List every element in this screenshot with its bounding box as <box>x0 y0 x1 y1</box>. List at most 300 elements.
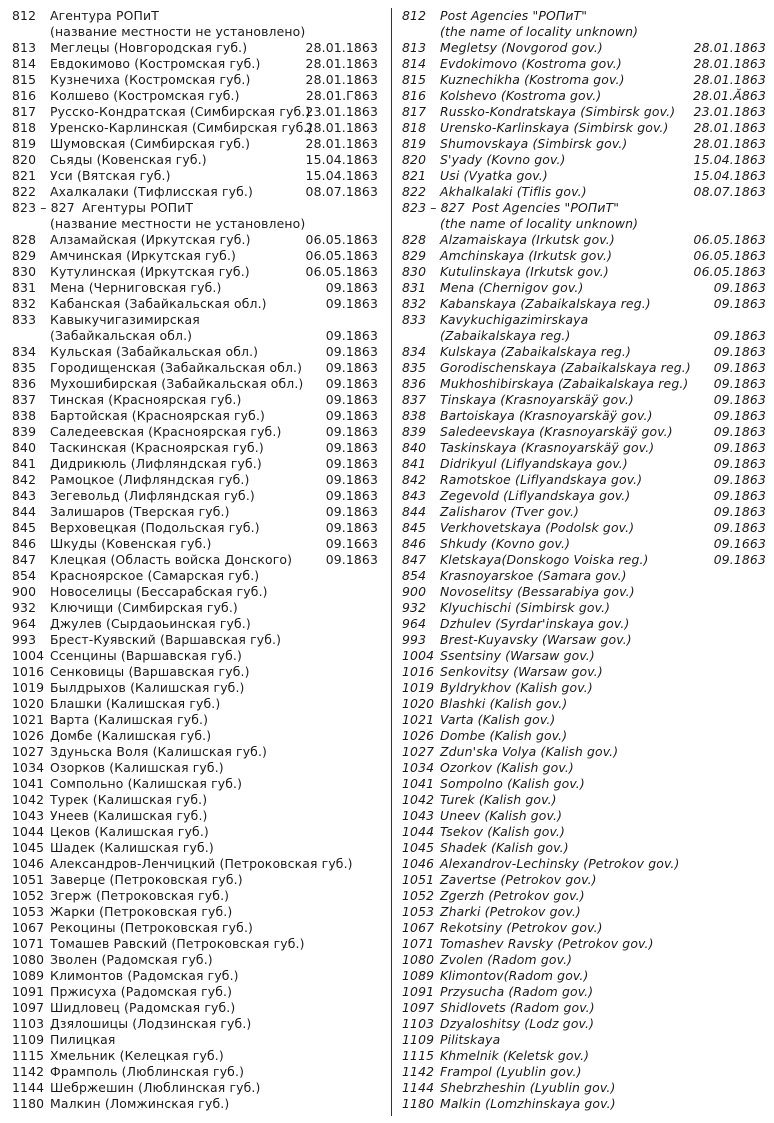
entry-number: 834 <box>402 344 427 359</box>
entry-number: 1044 <box>402 824 435 839</box>
office-name: Сенковицы (Варшавская губ.) <box>50 664 250 679</box>
list-row <box>12 296 378 312</box>
office-name: Zavertse (Petrokov gov.) <box>440 872 597 887</box>
entry-number: 932 <box>12 600 37 615</box>
office-name: Dzhulev (Syrdar'inskaya gov.) <box>440 616 630 631</box>
opening-date: 09.1863 <box>325 440 378 455</box>
opening-date: 28.01.1863 <box>693 120 766 135</box>
opening-date: 09.1863 <box>713 408 766 423</box>
entry-number: 1051 <box>12 872 45 887</box>
entry-number: 1034 <box>12 760 45 775</box>
list-row <box>12 568 378 584</box>
entry-number: 1067 <box>402 920 435 935</box>
office-name: Клецкая (Область войска Донского) <box>50 552 293 567</box>
list-row <box>402 584 766 600</box>
office-name: Тинская (Красноярская губ.) <box>50 392 242 407</box>
office-name: Городищенская (Забайкальская обл.) <box>50 360 303 375</box>
entry-number: 836 <box>12 376 37 391</box>
list-row <box>12 344 378 360</box>
list-row <box>12 440 378 456</box>
list-row <box>12 376 378 392</box>
entry-number: 1089 <box>12 968 45 983</box>
entry-number: 1027 <box>402 744 435 759</box>
entry-number: 900 <box>402 584 427 599</box>
entry-number: 993 <box>402 632 427 647</box>
list-row <box>12 408 378 424</box>
office-name: Кавыкучигазимирская <box>50 312 200 327</box>
list-row <box>12 424 378 440</box>
office-name: Post Agencies "РОПиТ" <box>440 8 588 23</box>
entry-number: 1044 <box>12 824 45 839</box>
opening-date: 28.01.1863 <box>693 56 766 71</box>
office-name: Амчинская (Иркутская губ.) <box>50 248 237 263</box>
list-row <box>402 504 766 520</box>
entry-number: 818 <box>12 120 37 135</box>
entry-number: 832 <box>12 296 37 311</box>
list-row <box>402 552 766 568</box>
entry-number: 1020 <box>402 696 435 711</box>
opening-date: 09.1863 <box>713 520 766 535</box>
entry-number: 839 <box>12 424 37 439</box>
list-row <box>12 56 378 72</box>
opening-date: 09.1863 <box>713 424 766 439</box>
list-row <box>12 968 378 984</box>
list-row <box>402 808 766 824</box>
list-row <box>12 536 378 552</box>
list-row <box>402 776 766 792</box>
entry-number: 835 <box>402 360 427 375</box>
entry-number: 1026 <box>402 728 435 743</box>
list-row <box>402 712 766 728</box>
list-row <box>402 24 766 40</box>
entry-number: 847 <box>402 552 427 567</box>
entry-number: 813 <box>12 40 37 55</box>
list-row <box>12 456 378 472</box>
opening-date: 28.01.1863 <box>305 56 378 71</box>
entry-number: 844 <box>12 504 37 519</box>
list-row <box>12 728 378 744</box>
english-column <box>402 8 766 1112</box>
opening-date: 09.1863 <box>325 296 378 311</box>
list-row <box>402 1016 766 1032</box>
list-row <box>402 280 766 296</box>
entry-number: 820 <box>12 152 37 167</box>
list-row <box>12 984 378 1000</box>
entry-number: 1109 <box>402 1032 435 1047</box>
office-name: Kletskaya(Donskogo Voiska reg.) <box>440 552 649 567</box>
office-name: Khmelnik (Keletsk gov.) <box>440 1048 590 1063</box>
entry-number: 823 – 827 <box>402 200 465 215</box>
list-row <box>402 536 766 552</box>
office-name: Zharki (Petrokov gov.) <box>440 904 581 919</box>
office-name: Shadek (Kalish gov.) <box>440 840 569 855</box>
office-name: Taskinskaya (Krasnoyarskäÿ gov.) <box>440 440 655 455</box>
list-row <box>402 488 766 504</box>
entry-number: 1020 <box>12 696 45 711</box>
office-name: Zvolen (Radom gov.) <box>440 952 573 967</box>
office-name: Mukhoshibirskaya (Zabaikalskaya reg.) <box>440 376 689 391</box>
entry-number: 840 <box>12 440 37 455</box>
office-name: Цеков (Калишская губ.) <box>50 824 209 839</box>
list-row <box>12 824 378 840</box>
list-row <box>402 840 766 856</box>
opening-date: 08.07.1863 <box>693 184 766 199</box>
list-row <box>12 120 378 136</box>
list-row <box>402 1032 766 1048</box>
entry-number: 842 <box>402 472 427 487</box>
office-name: Post Agencies "РОПиТ" <box>472 200 620 215</box>
office-name: Ssentsiny (Warsaw gov.) <box>440 648 595 663</box>
entry-number: 1021 <box>402 712 435 727</box>
list-row <box>12 1080 378 1096</box>
opening-date: 09.1863 <box>713 488 766 503</box>
entry-number: 843 <box>402 488 427 503</box>
opening-date: 09.1863 <box>325 360 378 375</box>
list-row <box>402 200 766 216</box>
opening-date: 09.1863 <box>713 472 766 487</box>
entry-number: 1019 <box>402 680 435 695</box>
list-row <box>12 648 378 664</box>
list-row <box>12 872 378 888</box>
office-name: Кульская (Забайкальская обл.) <box>50 344 259 359</box>
entry-number: 1091 <box>12 984 45 999</box>
office-name: Фрамполь (Люблинская губ.) <box>50 1064 245 1079</box>
entry-number: 1080 <box>402 952 435 967</box>
entry-number: 822 <box>12 184 37 199</box>
office-name: Dombe (Kalish gov.) <box>440 728 568 743</box>
entry-number: 964 <box>12 616 37 631</box>
office-name: Tomashev Ravsky (Petrokov gov.) <box>440 936 654 951</box>
list-row <box>402 568 766 584</box>
entry-number: 812 <box>12 8 37 23</box>
entry-number: 816 <box>12 88 37 103</box>
office-name: Klimontov(Radom gov.) <box>440 968 589 983</box>
entry-number: 829 <box>402 248 427 263</box>
entry-number: 837 <box>402 392 427 407</box>
opening-date: 09.1863 <box>713 440 766 455</box>
office-name: Красноярское (Самарская губ.) <box>50 568 260 583</box>
list-row <box>402 856 766 872</box>
entry-number: 837 <box>12 392 37 407</box>
entry-number: 1053 <box>12 904 45 919</box>
entry-number: 835 <box>12 360 37 375</box>
list-row <box>12 1032 378 1048</box>
entry-number: 854 <box>12 568 37 583</box>
office-name: Дзялошицы (Лодзинская губ.) <box>50 1016 252 1031</box>
office-name: Ramotskoe (Liflyandskaya gov.) <box>440 472 643 487</box>
office-name: Бартойская (Красноярская губ.) <box>50 408 266 423</box>
office-name: Brest-Kuyavsky (Warsaw gov.) <box>440 632 632 647</box>
list-row <box>12 1000 378 1016</box>
office-name: Зволен (Радомская губ.) <box>50 952 213 967</box>
office-name: Евдокимово (Костромская губ.) <box>50 56 261 71</box>
list-row <box>402 264 766 280</box>
office-name: (the name of locality unknown) <box>440 216 639 231</box>
office-name: Frampol (Lyublin gov.) <box>440 1064 582 1079</box>
entry-number: 1144 <box>12 1080 45 1095</box>
entry-number: 1045 <box>12 840 45 855</box>
opening-date: 09.1863 <box>713 360 766 375</box>
office-name: Озорков (Калишская губ.) <box>50 760 224 775</box>
list-row <box>402 248 766 264</box>
list-row <box>402 696 766 712</box>
entry-number: 839 <box>402 424 427 439</box>
office-name: Алзамайская (Иркутская губ.) <box>50 232 251 247</box>
office-name: Zalisharov (Tver gov.) <box>440 504 580 519</box>
entry-number: 1142 <box>12 1064 45 1079</box>
office-name: Shkudy (Kovno gov.) <box>440 536 571 551</box>
list-row <box>402 120 766 136</box>
column-divider <box>391 8 392 1116</box>
list-row <box>12 136 378 152</box>
entry-number: 838 <box>12 408 37 423</box>
office-name: Byldrykhov (Kalish gov.) <box>440 680 593 695</box>
opening-date: 06.05.1863 <box>693 248 766 263</box>
office-name: Akhalkalaki (Tiflis gov.) <box>440 184 587 199</box>
office-name: Унеев (Калишская губ.) <box>50 808 208 823</box>
list-row <box>402 1096 766 1112</box>
entry-number: 814 <box>402 56 427 71</box>
office-name: Ссенцины (Варшавская губ.) <box>50 648 242 663</box>
list-row <box>402 968 766 984</box>
list-row <box>12 1096 378 1112</box>
list-row <box>402 472 766 488</box>
entry-number: 820 <box>402 152 427 167</box>
opening-date: 09.1663 <box>713 536 766 551</box>
entry-number: 812 <box>402 8 427 23</box>
list-row <box>402 888 766 904</box>
opening-date: 23.01.1863 <box>693 104 766 119</box>
opening-date: 28.01.1863 <box>305 120 378 135</box>
list-row <box>12 712 378 728</box>
office-name: Zegevold (Liflyandskaya gov.) <box>440 488 631 503</box>
entry-number: 1021 <box>12 712 45 727</box>
opening-date: 09.1863 <box>325 456 378 471</box>
entry-number: 1103 <box>12 1016 45 1031</box>
list-row <box>402 904 766 920</box>
entry-number: 834 <box>12 344 37 359</box>
office-name: Shidlovets (Radom gov.) <box>440 1000 595 1015</box>
office-name: Агентура РОПиТ <box>50 8 159 23</box>
list-row <box>12 392 378 408</box>
office-name: Здуньска Воля (Калишская губ.) <box>50 744 268 759</box>
opening-date: 06.05.1863 <box>305 232 378 247</box>
entry-number: 1115 <box>12 1048 45 1063</box>
entry-number: 1016 <box>402 664 435 679</box>
entry-number: 1041 <box>402 776 435 791</box>
entry-number: 822 <box>402 184 427 199</box>
list-row <box>12 744 378 760</box>
entry-number: 840 <box>402 440 427 455</box>
list-row <box>402 440 766 456</box>
office-name: Turek (Kalish gov.) <box>440 792 557 807</box>
opening-date: 09.1863 <box>325 328 378 343</box>
entry-number: 828 <box>12 232 37 247</box>
opening-date: 09.1863 <box>713 552 766 567</box>
entry-number: 1109 <box>12 1032 45 1047</box>
list-row <box>402 456 766 472</box>
office-name: Зегевольд (Лифляндская губ.) <box>50 488 255 503</box>
list-row <box>402 664 766 680</box>
list-row <box>402 392 766 408</box>
entry-number: 1026 <box>12 728 45 743</box>
office-name: Tinskaya (Krasnoyarskäÿ gov.) <box>440 392 634 407</box>
list-row <box>402 136 766 152</box>
office-name: Ахалкалаки (Тифлисская губ.) <box>50 184 253 199</box>
entry-number: 1045 <box>402 840 435 855</box>
office-name: Варта (Калишская губ.) <box>50 712 209 727</box>
entry-number: 1180 <box>12 1096 45 1111</box>
office-name: Shumovskaya (Simbirsk gov.) <box>440 136 628 151</box>
opening-date: 09.1863 <box>713 456 766 471</box>
list-row <box>12 936 378 952</box>
office-name: Уренско-Карлинская (Симбирская губ.) <box>50 120 313 135</box>
list-row <box>402 824 766 840</box>
russian-column <box>12 8 378 1112</box>
list-row <box>12 248 378 264</box>
list-row <box>12 584 378 600</box>
entry-number: 1004 <box>12 648 45 663</box>
list-row <box>12 840 378 856</box>
office-name: Мена (Черниговская губ.) <box>50 280 222 295</box>
entry-number: 846 <box>402 536 427 551</box>
list-row <box>12 168 378 184</box>
entry-number: 833 <box>402 312 427 327</box>
list-row <box>402 344 766 360</box>
entry-number: 815 <box>12 72 37 87</box>
list-row <box>402 72 766 88</box>
office-name: Dzyaloshitsy (Lodz gov.) <box>440 1016 595 1031</box>
list-row <box>402 984 766 1000</box>
office-name: Didrikyul (Liflyandskaya gov.) <box>440 456 628 471</box>
list-row <box>402 56 766 72</box>
office-name: Ozorkov (Kalish gov.) <box>440 760 574 775</box>
office-name: Urensko-Karlinskaya (Simbirsk gov.) <box>440 120 669 135</box>
list-row <box>402 8 766 24</box>
entry-number: 1144 <box>402 1080 435 1095</box>
opening-date: 09.1863 <box>325 344 378 359</box>
list-row <box>402 680 766 696</box>
opening-date: 09.1863 <box>325 520 378 535</box>
list-row <box>12 72 378 88</box>
office-name: Gorodischenskaya (Zabaikalskaya reg.) <box>440 360 691 375</box>
office-name: Kabanskaya (Zabaikalskaya reg.) <box>440 296 651 311</box>
opening-date: 08.07.1863 <box>305 184 378 199</box>
office-name: Шебржешин (Люблинская губ.) <box>50 1080 261 1095</box>
opening-date: 09.1863 <box>325 472 378 487</box>
list-row <box>402 376 766 392</box>
office-name: (Zabaikalskaya reg.) <box>440 328 571 343</box>
list-row <box>12 8 378 24</box>
list-row <box>12 280 378 296</box>
list-row <box>12 680 378 696</box>
entry-number: 1046 <box>402 856 435 871</box>
list-row <box>402 312 766 328</box>
entry-number: 845 <box>402 520 427 535</box>
office-name: Агентуры РОПиТ <box>82 200 194 215</box>
list-row <box>402 632 766 648</box>
entry-number: 1091 <box>402 984 435 999</box>
office-name: Згерж (Петроковская губ.) <box>50 888 230 903</box>
list-row <box>12 552 378 568</box>
office-name: Пилицкая <box>50 1032 116 1047</box>
office-name: Шумовская (Симбирская губ.) <box>50 136 251 151</box>
office-name: Пржисуха (Радомская губ.) <box>50 984 233 999</box>
office-name: Usi (Vyatka gov.) <box>440 168 548 183</box>
list-row <box>12 152 378 168</box>
entry-number: 900 <box>12 584 37 599</box>
list-row <box>12 1064 378 1080</box>
opening-date: 09.1863 <box>325 488 378 503</box>
office-name: Джулев (Сырдаоьинская губ.) <box>50 616 251 631</box>
list-row <box>12 904 378 920</box>
office-name: Uneev (Kalish gov.) <box>440 808 563 823</box>
office-name: Сомпольно (Калишская губ.) <box>50 776 243 791</box>
list-row <box>12 88 378 104</box>
entry-number: 1027 <box>12 744 45 759</box>
list-row <box>12 776 378 792</box>
office-name: Ключищи (Симбирская губ.) <box>50 600 238 615</box>
office-name: Кутулинская (Иркутская губ.) <box>50 264 250 279</box>
opening-date: 06.05.1863 <box>305 264 378 279</box>
list-row <box>12 792 378 808</box>
list-row <box>12 104 378 120</box>
entry-number: 842 <box>12 472 37 487</box>
office-name: Megletsy (Novgorod gov.) <box>440 40 603 55</box>
list-row <box>12 232 378 248</box>
list-row <box>402 40 766 56</box>
entry-number: 845 <box>12 520 37 535</box>
office-name: Климонтов (Радомская губ.) <box>50 968 239 983</box>
entry-number: 1043 <box>12 808 45 823</box>
entry-number: 817 <box>402 104 427 119</box>
list-row <box>402 232 766 248</box>
office-name: Дидрикюль (Лифляндская губ.) <box>50 456 262 471</box>
entry-number: 815 <box>402 72 427 87</box>
entry-number: 1103 <box>402 1016 435 1031</box>
list-row <box>402 184 766 200</box>
office-name: Меглецы (Новгородская губ.) <box>50 40 248 55</box>
list-row <box>12 600 378 616</box>
entry-number: 1071 <box>12 936 45 951</box>
list-row <box>402 216 766 232</box>
office-name: Verkhovetskaya (Podolsk gov.) <box>440 520 635 535</box>
opening-date: 09.1863 <box>713 328 766 343</box>
entry-number: 1071 <box>402 936 435 951</box>
office-name: Russko-Kondratskaya (Simbirsk gov.) <box>440 104 676 119</box>
entry-number: 1097 <box>402 1000 435 1015</box>
list-row <box>402 152 766 168</box>
entry-number: 838 <box>402 408 427 423</box>
office-name: Rekotsiny (Petrokov gov.) <box>440 920 603 935</box>
list-row <box>12 856 378 872</box>
entry-number: 818 <box>402 120 427 135</box>
entry-number: 1046 <box>12 856 45 871</box>
entry-number: 833 <box>12 312 37 327</box>
entry-number: 1052 <box>12 888 45 903</box>
entry-number: 1142 <box>402 1064 435 1079</box>
entry-number: 854 <box>402 568 427 583</box>
entry-number: 841 <box>402 456 427 471</box>
list-row <box>402 88 766 104</box>
office-name: Верховецкая (Подольская губ.) <box>50 520 260 535</box>
list-row <box>12 472 378 488</box>
list-row <box>12 216 378 232</box>
office-name: Жарки (Петроковская губ.) <box>50 904 233 919</box>
opening-date: 28.01.1863 <box>305 40 378 55</box>
office-name: Blashki (Kalish gov.) <box>440 696 568 711</box>
entry-number: 1051 <box>402 872 435 887</box>
